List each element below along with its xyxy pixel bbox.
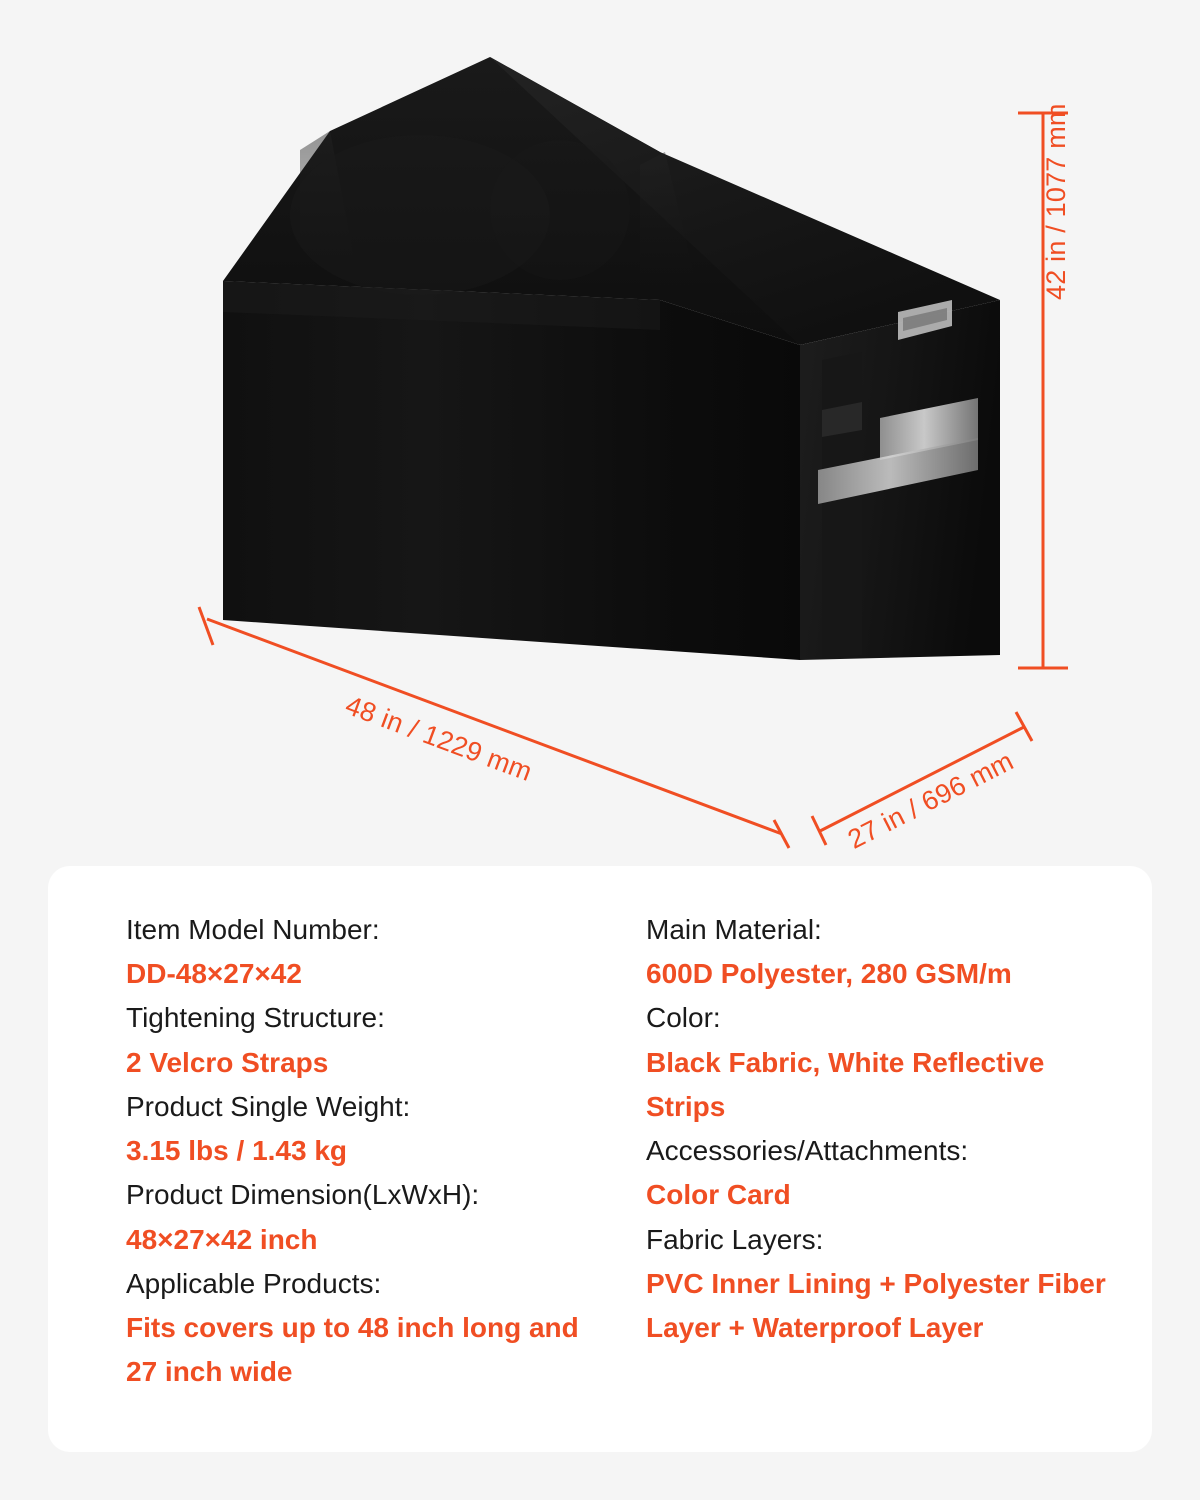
spec-key: Product Single Weight: bbox=[126, 1090, 411, 1122]
dimension-label-depth: 27 in / 696 mm bbox=[843, 745, 1019, 855]
spec-value: 3.15 lbs / 1.43 kg bbox=[126, 1135, 348, 1167]
spec-key: Color: bbox=[646, 1002, 721, 1034]
spec-column-right bbox=[602, 908, 1122, 1452]
spec-key: Tightening Structure: bbox=[126, 1002, 385, 1034]
spec-key: Main Material: bbox=[646, 914, 822, 945]
spec-key: Product Dimension(LxWxH): bbox=[126, 1179, 480, 1211]
spec-value: 600D Polyester, 280 GSM/m bbox=[646, 958, 1012, 990]
dimension-label-length: 48 in / 1229 mm bbox=[341, 690, 537, 787]
cover-body bbox=[223, 57, 1000, 660]
spec-value: Color Card bbox=[646, 1179, 791, 1211]
spec-key: Item Model Number: bbox=[126, 914, 380, 945]
spec-key: Accessories/Attachments: bbox=[646, 1135, 969, 1167]
spec-value: Fits covers up to 48 inch long and 27 inch wide bbox=[126, 1312, 579, 1388]
specification-card bbox=[48, 866, 1152, 1452]
spec-value: Black Fabric, White Reflective Strips bbox=[646, 1046, 1045, 1122]
spec-value: 2 Velcro Straps bbox=[126, 1046, 329, 1078]
spec-value: 48×27×42 inch bbox=[126, 1223, 318, 1255]
spec-key: Fabric Layers: bbox=[646, 1223, 824, 1255]
spec-value: DD-48×27×42 bbox=[126, 958, 302, 990]
dimension-label-height: 42 in / 1077 mm bbox=[1041, 103, 1071, 300]
spec-column-left bbox=[78, 908, 602, 1452]
spec-value: PVC Inner Lining + Polyester Fiber Layer + Waterproof Layer bbox=[646, 1267, 1106, 1344]
spec-key: Applicable Products: bbox=[126, 1267, 382, 1299]
